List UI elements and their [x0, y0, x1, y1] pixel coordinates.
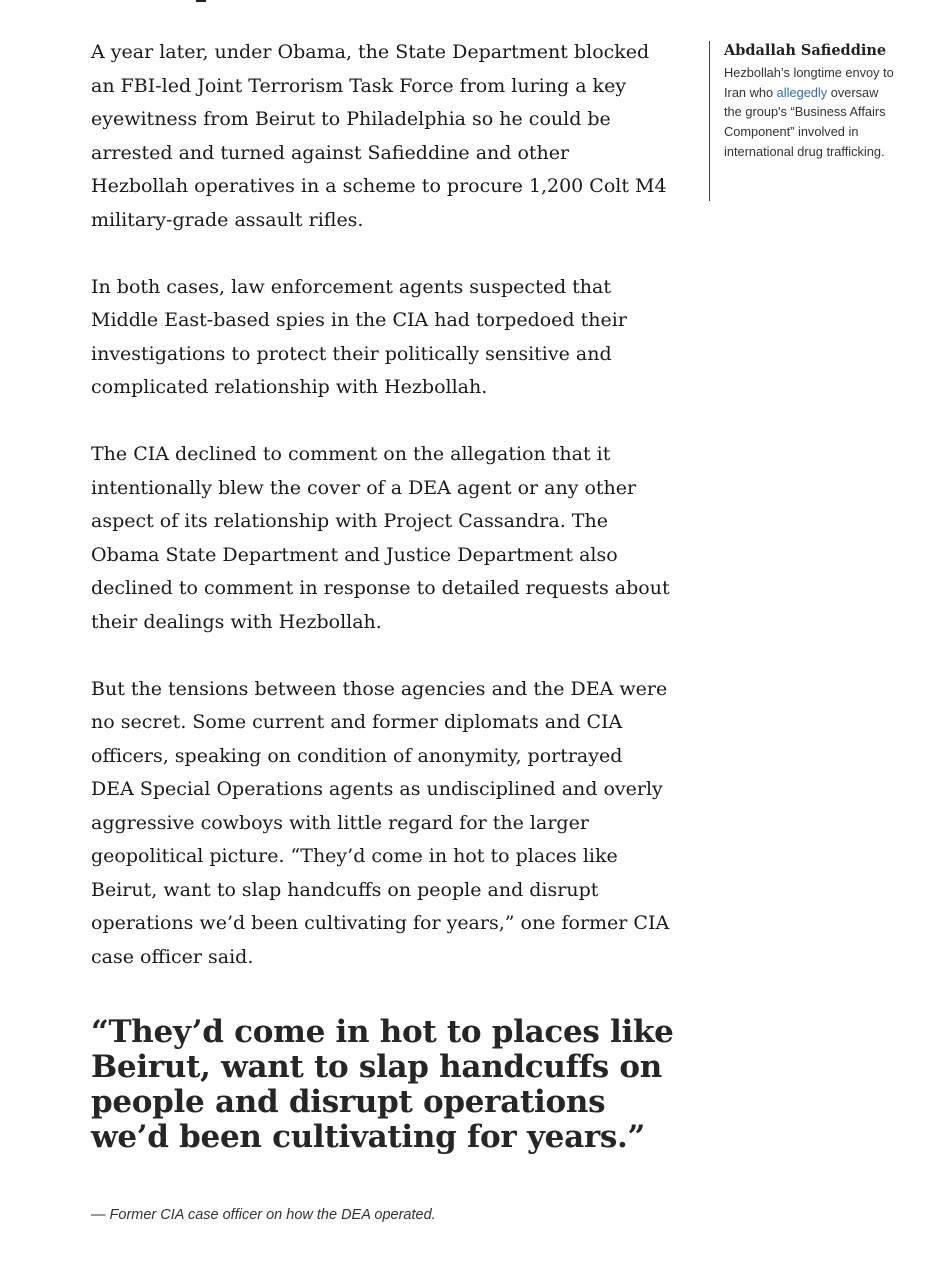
pull-quote-attribution: — Former CIA case officer on how the DEA operated. [91, 1207, 436, 1223]
sidebar-description [724, 63, 899, 162]
sidebar-name: Abdallah Safieddine [724, 42, 887, 59]
sidebar-desc-after: oversaw the group's “Business Affairs Component” involved in international drug trafficking. [724, 84, 886, 159]
allegedly-link[interactable]: allegedly [776, 84, 828, 100]
article-paragraph: The CIA declined to comment on the allegation that it intentionally blew the cover of a DEA agent or any other aspect of its relationship with Project Cassandra. The Obama State Department and Justice Department also declined to comment in response to detailed requests about their dealings with Hezbollah. [91, 443, 670, 633]
article-paragraph: A year later, under Obama, the State Department blocked an FBI-led Joint Terrorism Task Force from luring a key eyewitness from Beirut to Philadelphia so he could be arrested and turned against Safieddine and other Hezbollah operatives in a scheme to procure 1,200 Colt M4 military-grade assault rifles. [91, 41, 667, 231]
clipped-text-fragment [196, 0, 206, 2]
article-paragraph: In both cases, law enforcement agents suspected that Middle East-based spies in the CIA had torpedoed their investigations to protect their politically sensitive and complicated relationship with Hezbollah. [91, 275, 627, 398]
article-body [91, 36, 671, 1008]
pull-quote: “They’d come in hot to places like Beirut, want to slap handcuffs on people and disrupt operations we’d been cultivating for years.” [91, 1014, 674, 1155]
article-paragraph: But the tensions between those agencies and the DEA were no secret. Some current and former diplomats and CIA officers, speaking on condition of anonymity, portrayed DEA Special Operations agents as undisciplined and overly aggressive cowboys with little regard for the larger geopolitical picture. “They’d come in hot to places like Beirut, want to slap handcuffs on people and disrupt operations we’d been cultivating for years,” one former CIA case officer said. [91, 677, 670, 968]
sidebar-profile [709, 41, 899, 201]
sidebar-desc-before: Hezbollah’s longtime envoy to Iran who [724, 65, 894, 100]
